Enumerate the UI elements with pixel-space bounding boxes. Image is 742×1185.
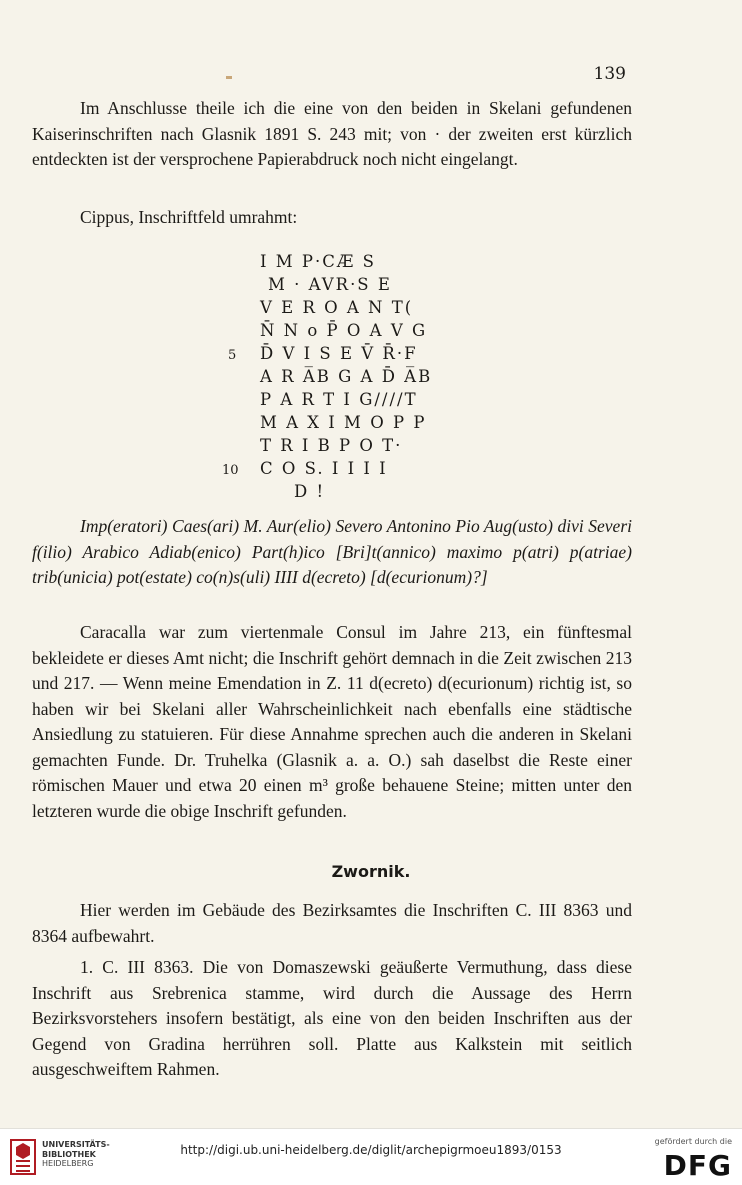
inscription-line: A R A̅B G A D̄ A̅B [260,367,433,386]
section-heading: Zwornik. [331,862,411,881]
line-number: 10 [222,463,239,478]
line-number: 5 [228,348,237,363]
library-line: UNIVERSITÄTS- [42,1140,110,1149]
library-line: BIBLIOTHEK [42,1149,96,1159]
paragraph-entry-1: 1. C. III 8363. Die von Domaszewski geäußerte Vermuthung, dass diese Inschrift aus Srebrenica stamme, wird durch die Aussage des Herrn Bezirksvorstehers insofern bestätigt, als eine von den beiden Inschriften aus der Gegend von Gradina herrühren soll. Platte aus Kalkstein mit seitlich ausgeschweiftem Rahmen. [32,957,632,1079]
inscription-line: N̄ N o P̄ O A V G [260,321,428,340]
footer-bar [0,1128,742,1185]
inscription-line: M · AVR·S E [268,275,392,294]
paragraph-intro: Im Anschlusse theile ich die eine von den beiden in Skelani gefundenen Kaiserinschriften nach Glasnik 1891 S. 243 mit; von · der zweiten erst kürzlich entdeckten ist der versprochene Papierabdruck noch nicht eingelangt. [32,98,632,169]
inscription-line: P A R T I G////T [260,390,418,409]
page-number: 139 [593,64,626,84]
transcription: Imp(eratori) Caes(ari) M. Aur(elio) Severo Antonino Pio Aug(usto) divi Severi f(ilio) Arabico Adiab(enico) Part(h)ico [Bri]t(annico) maximo p(atri) p(atriae) trib(unicia) pot(estate) co(n)s(uli) IIII d(ecreto) [d(ecurionum)?] [32,516,632,587]
inscription-line: T R I B P O T· [260,436,403,455]
inscription-line: C O S. I I I I [260,459,388,478]
ink-mark [226,76,232,79]
inscription-line: M A X I M O P P [260,413,427,432]
paragraph-zwornik: Hier werden im Gebäude des Bezirksamtes die Inschriften C. III 8363 und 8364 aufbewahrt. [32,900,632,946]
paragraph-commentary: Caracalla war zum viertenmale Consul im Jahre 213, ein fünftesmal bekleidete er dieses Amt nicht; die Inschrift gehört demnach in die Zeit zwischen 213 und 217. — Wenn meine Emendation in Z. 11 d(ecreto) d(ecurionum) richtig ist, so haben wir bei Skelani aller Wahrscheinlichkeit nach ebenfalls eine städtische Ansiedlung zu statuieren. Für diese Annahme sprechen auch die anderen in Skelani gemachten Funde. Dr. Truhelka (Glasnik a. a. O.) sah daselbst die Reste einer römischen Mauer und etwa 20 einen m³ große behauene Steine; mitten unter den letzteren wurde die obige Inschrift gefunden. [32,622,632,821]
inscription-line: D ! [294,482,326,501]
inscription-line: I M P·CÆ S [260,252,376,271]
library-line: HEIDELBERG [42,1159,94,1168]
sponsor-label: gefördert durch die [654,1137,732,1146]
source-url-link[interactable]: http://digi.ub.uni-heidelberg.de/diglit/archepigrmoeu1893/0153 [180,1143,562,1157]
paragraph-cippus: Cippus, Inschriftfeld umrahmt: [80,207,298,227]
inscription-line: D̄ V I S E V̄ R̄·F [260,344,418,363]
inscription-line: V E R O A N T( [260,298,414,317]
dfg-logo: DFG [663,1149,732,1182]
